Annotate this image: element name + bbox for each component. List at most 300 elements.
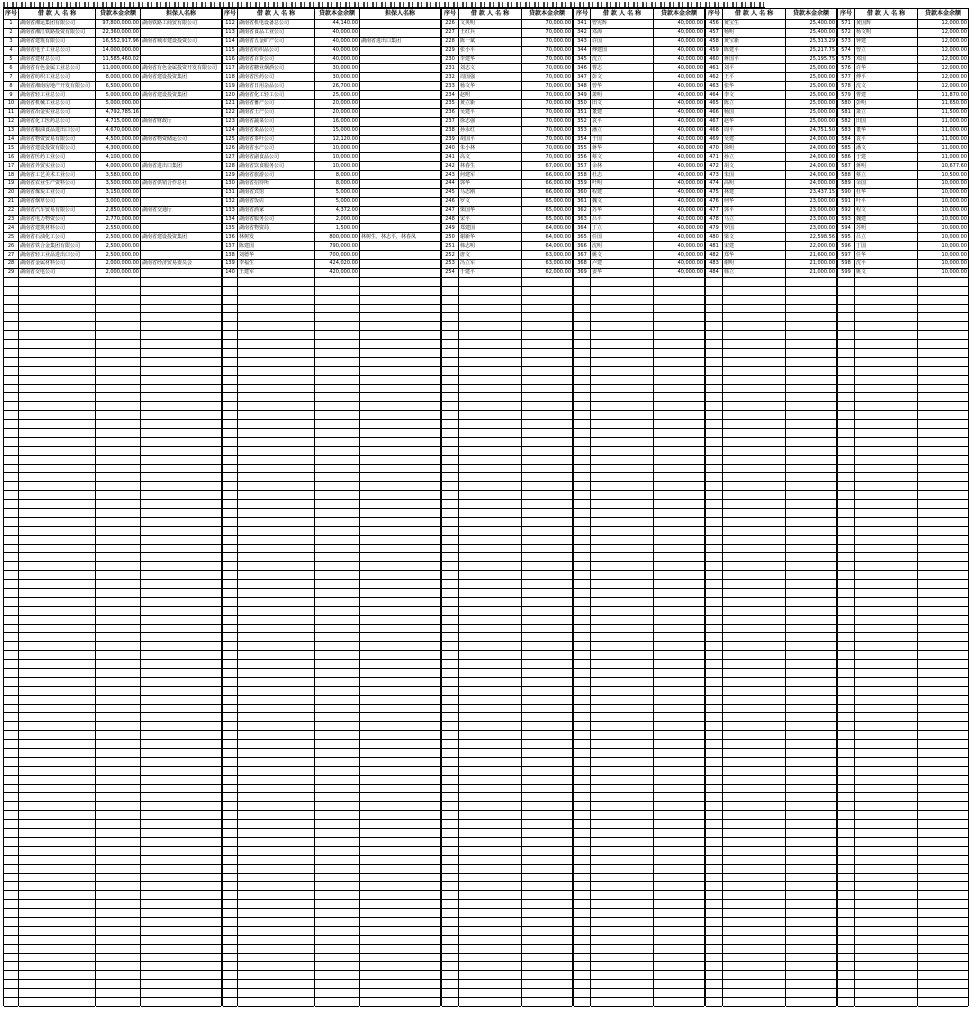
empty-cell xyxy=(723,998,785,1007)
empty-cell xyxy=(522,687,572,696)
empty-cell xyxy=(442,527,458,536)
empty-cell xyxy=(360,731,440,740)
table-cell: 韩志明 xyxy=(459,242,521,251)
empty-cell xyxy=(238,518,314,527)
empty-cell xyxy=(141,358,221,367)
empty-cell xyxy=(4,758,18,767)
empty-cell xyxy=(141,287,221,296)
empty-cell xyxy=(360,918,440,927)
table-cell: 112 xyxy=(223,20,237,29)
table-cell: 何华 xyxy=(723,198,785,207)
empty-cell xyxy=(19,696,95,705)
table-cell: 572 xyxy=(838,29,854,38)
empty-cell xyxy=(786,393,836,402)
empty-cell xyxy=(918,527,968,536)
empty-cell xyxy=(96,536,140,545)
table-cell: 121 xyxy=(223,100,237,109)
empty-cell xyxy=(591,278,653,287)
empty-cell xyxy=(706,527,722,536)
table-cell: 344 xyxy=(574,47,590,56)
empty-cell xyxy=(96,740,140,749)
table-cell: 251 xyxy=(442,242,458,251)
empty-cell xyxy=(918,767,968,776)
empty-cell xyxy=(315,669,359,678)
empty-cell xyxy=(238,758,314,767)
empty-cell xyxy=(360,705,440,714)
table-cell: 355 xyxy=(574,144,590,153)
empty-cell xyxy=(706,429,722,438)
empty-cell xyxy=(19,402,95,411)
empty-cell xyxy=(19,305,95,314)
empty-cell xyxy=(223,482,237,491)
empty-cell xyxy=(591,687,653,696)
table-cell: 137 xyxy=(223,242,237,251)
table-cell: 366 xyxy=(574,242,590,251)
empty-cell xyxy=(360,296,440,305)
table-cell: 12,000.00 xyxy=(918,56,968,65)
empty-cell xyxy=(654,616,704,625)
table-cell: 25,000.00 xyxy=(786,64,836,73)
empty-cell xyxy=(838,553,854,562)
table-cell: 马立 xyxy=(723,216,785,225)
table-cell xyxy=(360,118,440,127)
empty-cell xyxy=(918,660,968,669)
empty-cell xyxy=(442,811,458,820)
empty-cell xyxy=(315,962,359,971)
empty-cell xyxy=(706,402,722,411)
table-cell: 40,000.00 xyxy=(654,153,704,162)
table-cell: 25,000.00 xyxy=(786,118,836,127)
empty-cell xyxy=(19,651,95,660)
table-cell: 241 xyxy=(442,153,458,162)
table-cell: 3 xyxy=(4,38,18,47)
empty-cell xyxy=(4,793,18,802)
table-cell: 10,000.00 xyxy=(315,153,359,162)
table-cell: 593 xyxy=(838,216,854,225)
empty-cell xyxy=(654,847,704,856)
empty-cell xyxy=(855,287,917,296)
ledger-block xyxy=(837,8,969,1006)
empty-cell xyxy=(654,438,704,447)
empty-cell xyxy=(574,874,590,883)
empty-cell xyxy=(360,438,440,447)
empty-cell xyxy=(315,767,359,776)
empty-cell xyxy=(360,793,440,802)
empty-cell xyxy=(141,713,221,722)
table-cell: 70,000.00 xyxy=(522,20,572,29)
empty-cell xyxy=(141,900,221,909)
empty-cell xyxy=(838,625,854,634)
empty-cell xyxy=(918,731,968,740)
table-cell: 19 xyxy=(4,180,18,189)
table-cell: 12,000.00 xyxy=(918,82,968,91)
empty-cell xyxy=(654,829,704,838)
empty-cell xyxy=(706,562,722,571)
empty-cell xyxy=(442,607,458,616)
table-cell: 郭华 xyxy=(459,180,521,189)
table-cell: 25,000.00 xyxy=(786,91,836,100)
table-cell: 139 xyxy=(223,260,237,269)
empty-cell xyxy=(459,553,521,562)
empty-cell xyxy=(918,651,968,660)
empty-cell xyxy=(574,313,590,322)
empty-cell xyxy=(786,687,836,696)
empty-cell xyxy=(786,598,836,607)
empty-cell xyxy=(723,954,785,963)
table-cell: 刘平 xyxy=(723,64,785,73)
table-cell: 10,000.00 xyxy=(918,207,968,216)
empty-cell xyxy=(723,447,785,456)
empty-cell xyxy=(855,562,917,571)
empty-cell xyxy=(19,722,95,731)
empty-cell xyxy=(442,305,458,314)
empty-cell xyxy=(574,367,590,376)
empty-cell xyxy=(838,962,854,971)
empty-cell xyxy=(522,580,572,589)
table-cell: 472 xyxy=(706,162,722,171)
empty-cell xyxy=(442,616,458,625)
table-cell: 湖南省机械工业总公司 xyxy=(19,100,95,109)
table-cell: 湖南省五金矿产公司 xyxy=(238,38,314,47)
empty-cell xyxy=(591,340,653,349)
table-cell: 598 xyxy=(838,260,854,269)
empty-cell xyxy=(96,900,140,909)
empty-cell xyxy=(574,580,590,589)
empty-cell xyxy=(591,722,653,731)
empty-cell xyxy=(141,785,221,794)
empty-cell xyxy=(4,411,18,420)
empty-cell xyxy=(4,473,18,482)
table-cell: 罗国 xyxy=(723,224,785,233)
empty-cell xyxy=(574,696,590,705)
empty-cell xyxy=(723,465,785,474)
empty-cell xyxy=(360,420,440,429)
empty-cell xyxy=(223,882,237,891)
empty-cell xyxy=(855,527,917,536)
empty-cell xyxy=(522,287,572,296)
empty-cell xyxy=(723,553,785,562)
empty-cell xyxy=(4,776,18,785)
empty-cell xyxy=(459,776,521,785)
empty-cell xyxy=(723,687,785,696)
empty-cell xyxy=(360,625,440,634)
empty-cell xyxy=(591,296,653,305)
table-cell: 460 xyxy=(706,56,722,65)
empty-cell xyxy=(591,482,653,491)
table-cell: 湖南省粮油食品进出口公司 xyxy=(19,127,95,136)
table-cell: 238 xyxy=(442,127,458,136)
table-cell: 29 xyxy=(4,269,18,278)
empty-cell xyxy=(223,838,237,847)
table-cell: 351 xyxy=(574,109,590,118)
empty-cell xyxy=(96,393,140,402)
empty-cell xyxy=(591,447,653,456)
table-cell: 10,000.00 xyxy=(315,162,359,171)
empty-cell xyxy=(459,349,521,358)
empty-cell xyxy=(96,278,140,287)
empty-cell xyxy=(4,482,18,491)
empty-cell xyxy=(141,820,221,829)
empty-cell xyxy=(522,882,572,891)
empty-cell xyxy=(442,447,458,456)
empty-cell xyxy=(96,322,140,331)
table-cell: 30,000.00 xyxy=(315,73,359,82)
empty-cell xyxy=(855,402,917,411)
empty-cell xyxy=(223,651,237,660)
empty-cell xyxy=(360,536,440,545)
empty-cell xyxy=(223,998,237,1007)
empty-cell xyxy=(654,882,704,891)
table-column xyxy=(441,8,459,1006)
empty-cell xyxy=(223,349,237,358)
empty-cell xyxy=(360,491,440,500)
empty-cell xyxy=(723,856,785,865)
column-header: 序号 xyxy=(442,8,458,20)
empty-cell xyxy=(574,793,590,802)
empty-cell xyxy=(223,927,237,936)
empty-cell xyxy=(96,625,140,634)
empty-cell xyxy=(522,509,572,518)
table-cell: 宋平 xyxy=(459,216,521,225)
empty-cell xyxy=(591,820,653,829)
empty-cell xyxy=(838,891,854,900)
empty-cell xyxy=(459,802,521,811)
empty-cell xyxy=(96,758,140,767)
table-cell: 湖南省医药工业公司 xyxy=(19,153,95,162)
table-cell xyxy=(360,207,440,216)
empty-cell xyxy=(723,438,785,447)
empty-cell xyxy=(855,322,917,331)
table-cell xyxy=(141,100,221,109)
table-cell: 许华 xyxy=(855,64,917,73)
empty-cell xyxy=(723,705,785,714)
table-cell: 473 xyxy=(706,171,722,180)
empty-cell xyxy=(442,856,458,865)
empty-cell xyxy=(786,642,836,651)
empty-cell xyxy=(96,562,140,571)
table-cell: 赵明 xyxy=(459,91,521,100)
empty-cell xyxy=(591,313,653,322)
empty-cell xyxy=(918,802,968,811)
table-cell: 董华 xyxy=(855,127,917,136)
empty-cell xyxy=(442,731,458,740)
table-cell: 2 xyxy=(4,29,18,38)
empty-cell xyxy=(918,669,968,678)
table-cell xyxy=(360,198,440,207)
empty-cell xyxy=(223,376,237,385)
empty-cell xyxy=(4,491,18,500)
table-cell: 11,870.00 xyxy=(918,91,968,100)
empty-cell xyxy=(96,767,140,776)
table-cell: 陈立 xyxy=(723,100,785,109)
empty-cell xyxy=(786,651,836,660)
empty-cell xyxy=(654,802,704,811)
table-cell: 湖南省湘南房地产开发有限公司 xyxy=(19,82,95,91)
empty-cell xyxy=(522,971,572,980)
empty-cell xyxy=(591,767,653,776)
table-cell xyxy=(360,242,440,251)
empty-cell xyxy=(706,322,722,331)
empty-cell xyxy=(706,509,722,518)
table-cell: 594 xyxy=(838,224,854,233)
table-cell: 464 xyxy=(706,91,722,100)
empty-cell xyxy=(838,402,854,411)
empty-cell xyxy=(141,740,221,749)
table-cell: 353 xyxy=(574,127,590,136)
table-cell: 125 xyxy=(223,136,237,145)
empty-cell xyxy=(96,945,140,954)
empty-cell xyxy=(918,545,968,554)
empty-cell xyxy=(315,936,359,945)
empty-cell xyxy=(918,509,968,518)
empty-cell xyxy=(238,420,314,429)
empty-cell xyxy=(838,420,854,429)
empty-cell xyxy=(855,518,917,527)
empty-cell xyxy=(706,900,722,909)
empty-cell xyxy=(786,882,836,891)
empty-cell xyxy=(96,518,140,527)
empty-cell xyxy=(360,722,440,731)
empty-cell xyxy=(141,411,221,420)
empty-cell xyxy=(4,571,18,580)
empty-cell xyxy=(855,678,917,687)
table-cell: 湖南省饭店 xyxy=(238,198,314,207)
empty-cell xyxy=(4,874,18,883)
empty-cell xyxy=(522,696,572,705)
empty-cell xyxy=(723,473,785,482)
table-cell: 24 xyxy=(4,224,18,233)
empty-cell xyxy=(723,793,785,802)
table-cell: 132 xyxy=(223,198,237,207)
empty-cell xyxy=(786,287,836,296)
empty-cell xyxy=(4,802,18,811)
empty-cell xyxy=(223,722,237,731)
table-cell: 10,000.00 xyxy=(918,269,968,278)
empty-cell xyxy=(786,918,836,927)
empty-cell xyxy=(918,900,968,909)
empty-cell xyxy=(4,465,18,474)
empty-cell xyxy=(654,660,704,669)
empty-cell xyxy=(141,989,221,998)
table-cell: 470 xyxy=(706,144,722,153)
empty-cell xyxy=(723,900,785,909)
empty-cell xyxy=(522,776,572,785)
table-cell: 徐明 xyxy=(723,144,785,153)
empty-cell xyxy=(591,438,653,447)
table-cell: 227 xyxy=(442,29,458,38)
table-cell: 湖南省煤炭工业公司 xyxy=(19,189,95,198)
empty-cell xyxy=(838,438,854,447)
empty-cell xyxy=(654,945,704,954)
empty-cell xyxy=(855,411,917,420)
empty-cell xyxy=(591,509,653,518)
empty-cell xyxy=(19,962,95,971)
empty-cell xyxy=(522,545,572,554)
empty-cell xyxy=(786,553,836,562)
table-cell: 40,000.00 xyxy=(654,260,704,269)
empty-cell xyxy=(522,518,572,527)
empty-cell xyxy=(223,616,237,625)
table-cell: 许国 xyxy=(591,38,653,47)
table-cell: 6,500,000.00 xyxy=(96,82,140,91)
empty-cell xyxy=(19,545,95,554)
empty-cell xyxy=(918,376,968,385)
empty-cell xyxy=(19,785,95,794)
empty-cell xyxy=(442,660,458,669)
empty-cell xyxy=(360,482,440,491)
table-cell: 70,000.00 xyxy=(522,73,572,82)
empty-cell xyxy=(238,660,314,669)
empty-cell xyxy=(459,767,521,776)
table-cell: 林树生，林志平，林春凤 xyxy=(360,233,440,242)
empty-cell xyxy=(238,509,314,518)
table-column xyxy=(141,8,222,1006)
empty-cell xyxy=(4,358,18,367)
empty-cell xyxy=(459,376,521,385)
empty-cell xyxy=(223,518,237,527)
empty-cell xyxy=(918,349,968,358)
empty-cell xyxy=(723,642,785,651)
empty-cell xyxy=(522,820,572,829)
empty-cell xyxy=(96,713,140,722)
table-cell: 9 xyxy=(4,91,18,100)
table-cell: 董建 xyxy=(591,109,653,118)
empty-cell xyxy=(141,651,221,660)
empty-cell xyxy=(786,429,836,438)
empty-cell xyxy=(654,429,704,438)
empty-cell xyxy=(918,998,968,1007)
empty-cell xyxy=(574,589,590,598)
empty-cell xyxy=(141,669,221,678)
empty-cell xyxy=(442,713,458,722)
table-cell: 黄国辉 xyxy=(855,20,917,29)
empty-cell xyxy=(4,545,18,554)
empty-cell xyxy=(786,278,836,287)
empty-cell xyxy=(574,802,590,811)
empty-cell xyxy=(591,713,653,722)
empty-cell xyxy=(19,625,95,634)
table-cell: 7 xyxy=(4,73,18,82)
empty-cell xyxy=(360,589,440,598)
empty-cell xyxy=(96,527,140,536)
empty-cell xyxy=(315,971,359,980)
empty-cell xyxy=(315,509,359,518)
empty-cell xyxy=(918,420,968,429)
table-cell: 王红兵 xyxy=(459,29,521,38)
empty-cell xyxy=(19,553,95,562)
empty-cell xyxy=(855,660,917,669)
empty-cell xyxy=(360,865,440,874)
empty-cell xyxy=(238,545,314,554)
empty-cell xyxy=(360,331,440,340)
table-cell xyxy=(360,82,440,91)
empty-cell xyxy=(654,589,704,598)
table-cell: 140 xyxy=(223,269,237,278)
empty-cell xyxy=(19,322,95,331)
empty-cell xyxy=(855,829,917,838)
empty-cell xyxy=(838,882,854,891)
empty-cell xyxy=(96,749,140,758)
table-cell: 478 xyxy=(706,216,722,225)
empty-cell xyxy=(4,749,18,758)
table-cell: 242 xyxy=(442,162,458,171)
empty-cell xyxy=(918,909,968,918)
empty-cell xyxy=(4,705,18,714)
table-cell: 26 xyxy=(4,242,18,251)
empty-cell xyxy=(19,411,95,420)
empty-cell xyxy=(238,553,314,562)
empty-cell xyxy=(223,331,237,340)
